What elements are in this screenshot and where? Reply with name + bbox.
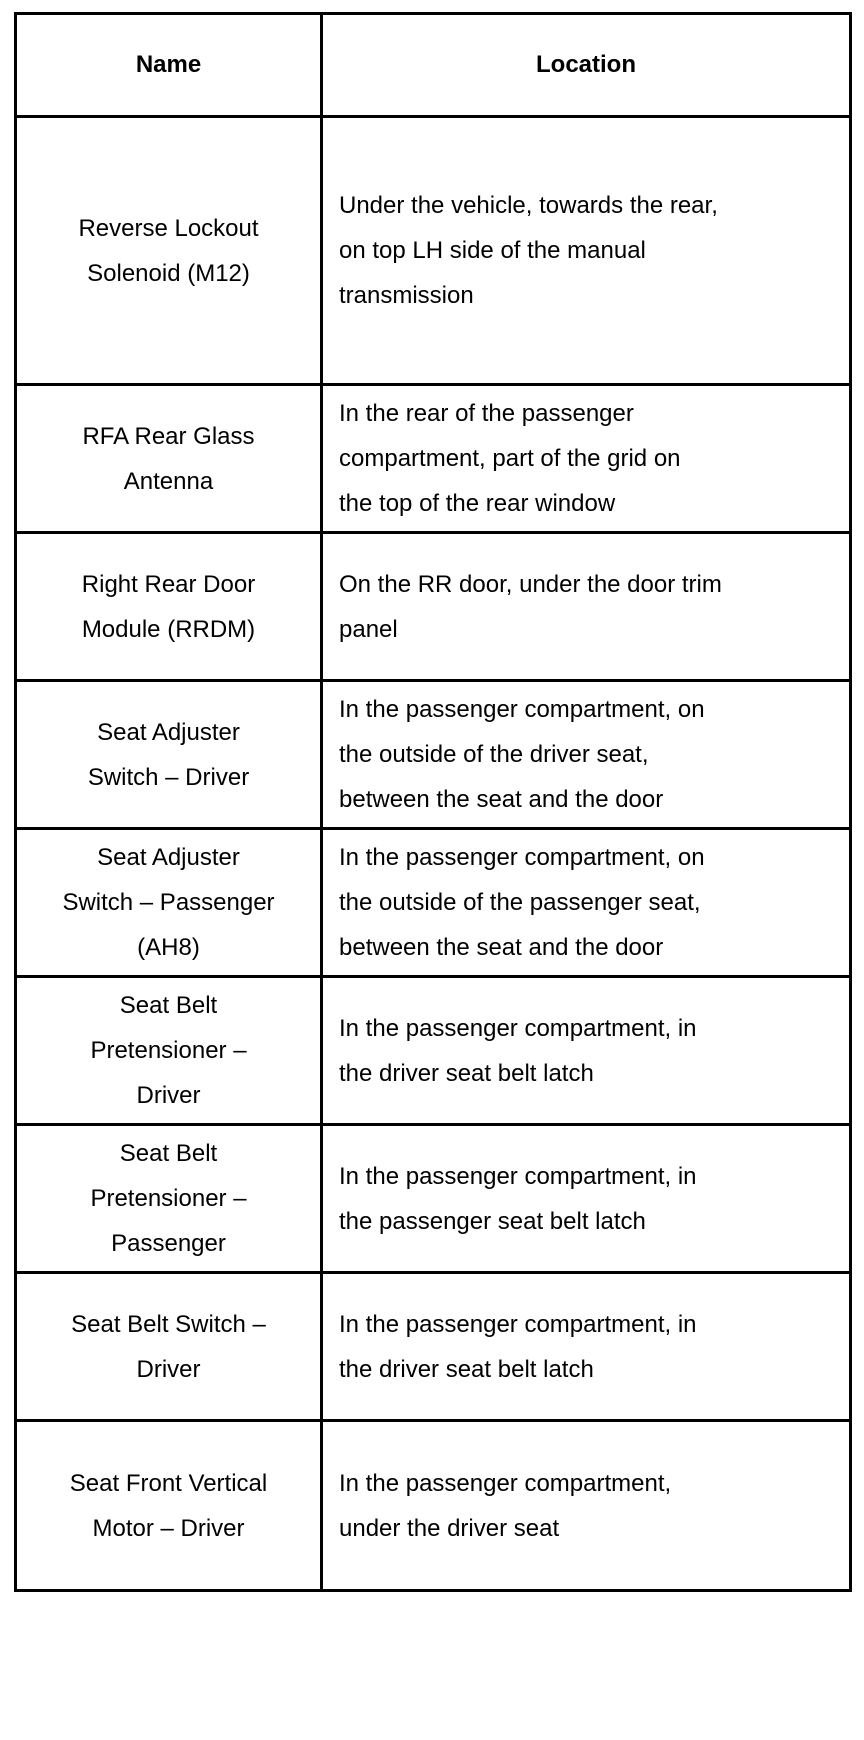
name-cell: [16, 681, 322, 829]
name-text: Seat Adjuster Switch – Passenger (AH8): [62, 844, 275, 961]
name-cell: [16, 1125, 322, 1273]
header-name: Name: [16, 14, 322, 117]
name-cell: [16, 977, 322, 1125]
table-row: [16, 977, 851, 1125]
name-text: Seat Adjuster Switch – Driver: [87, 718, 250, 791]
table-row: [16, 681, 851, 829]
table-row: [16, 1273, 851, 1421]
name-text: Right Rear Door Module (RRDM): [81, 570, 256, 643]
location-cell: [322, 681, 851, 829]
location-cell: [322, 829, 851, 977]
location-cell: [322, 1125, 851, 1273]
table-row: [16, 533, 851, 681]
table-row: [16, 385, 851, 533]
location-text: In the rear of the passenger compartment, part of the grid on the top of the rear window: [339, 400, 681, 517]
name-text: Seat Front Vertical Motor – Driver: [69, 1469, 268, 1542]
name-text: Seat Belt Pretensioner – Passenger: [90, 1140, 247, 1257]
table-row: [16, 829, 851, 977]
location-cell: [322, 1273, 851, 1421]
location-text: In the passenger compartment, on the outside of the passenger seat, between the seat and the door: [339, 844, 705, 961]
location-cell: [322, 533, 851, 681]
name-text: Reverse Lockout Solenoid (M12): [78, 214, 259, 287]
name-cell: [16, 1273, 322, 1421]
header-location: Location: [322, 14, 851, 117]
location-cell: [322, 1421, 851, 1591]
location-text: In the passenger compartment, in the driver seat belt latch: [339, 1014, 697, 1087]
location-text: In the passenger compartment, in the passenger seat belt latch: [339, 1162, 697, 1235]
name-text: Seat Belt Pretensioner – Driver: [90, 992, 247, 1109]
location-text: In the passenger compartment, on the outside of the driver seat, between the seat and the door: [339, 696, 705, 813]
component-location-table: [14, 12, 852, 1592]
name-cell: [16, 385, 322, 533]
table-row: [16, 1421, 851, 1591]
name-cell: [16, 533, 322, 681]
name-cell: [16, 829, 322, 977]
location-cell: [322, 117, 851, 385]
table-row: [16, 117, 851, 385]
name-cell: [16, 1421, 322, 1591]
name-text: RFA Rear Glass Antenna: [82, 422, 255, 495]
location-cell: [322, 977, 851, 1125]
name-text: Seat Belt Switch – Driver: [71, 1310, 266, 1383]
header-row: [16, 14, 851, 117]
location-text: In the passenger compartment, under the driver seat: [339, 1469, 672, 1542]
name-cell: [16, 117, 322, 385]
location-cell: [322, 385, 851, 533]
location-text: On the RR door, under the door trim panel: [339, 570, 722, 643]
location-text: In the passenger compartment, in the driver seat belt latch: [339, 1310, 697, 1383]
location-text: Under the vehicle, towards the rear, on top LH side of the manual transmission: [339, 192, 718, 309]
table-row: [16, 1125, 851, 1273]
